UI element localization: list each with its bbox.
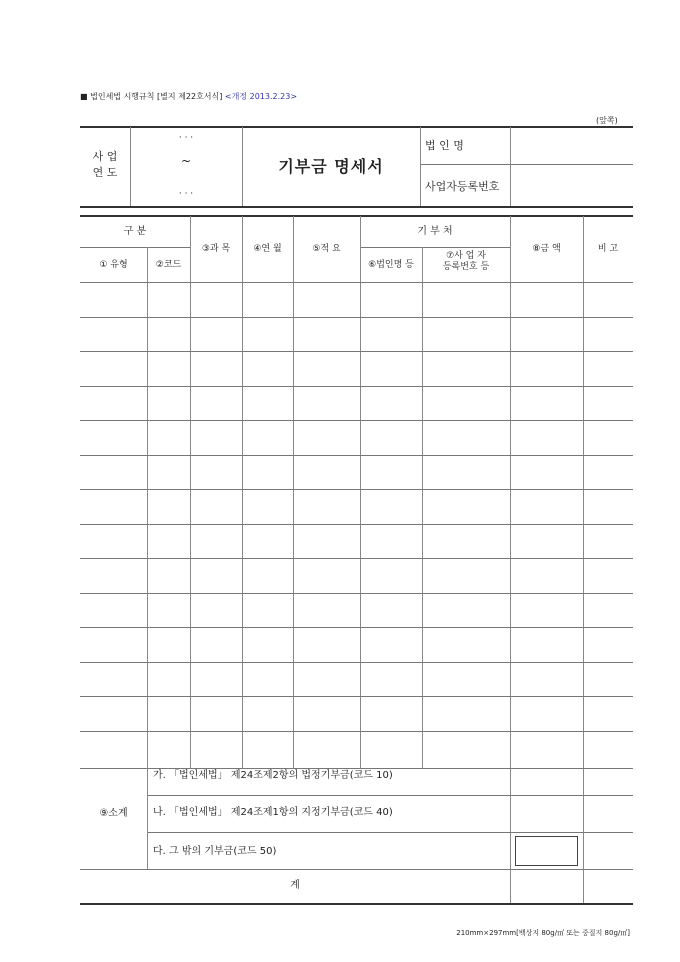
table-row-line [80,282,633,283]
table-row-line [80,662,633,663]
remarks-column-header: 비 고 [597,244,619,254]
donee-regno-column-header [422,251,510,273]
table-row-line [80,524,633,525]
table-row-line [80,420,633,421]
column-subheader-divider-left [80,247,190,248]
subtotal-label-divider [147,768,148,869]
table-row-line [80,317,633,318]
col-divider-8 [583,216,584,904]
corp-name-column-header: ⑥법인명 등 [368,260,414,270]
table-row-line [80,455,633,456]
col-divider-4 [293,216,294,768]
column-subheader-divider-right [360,247,510,248]
donee-regno-header-line2: 등록번호 등 [442,262,490,272]
form-header [80,91,297,103]
subtotal-bottom-border [80,869,633,870]
subtotal-label: ⑨소계 [99,808,128,819]
summary-column-header: ⑤적 요 [312,244,341,254]
bullet-marker: ■ [80,92,88,101]
col-divider-2 [190,216,191,768]
col-divider-1 [147,247,148,768]
col-divider-3 [242,216,243,768]
year-end-dots: · · · [178,189,194,199]
subtotal-divider-b [147,832,633,833]
business-year-label-line2: 연 도 [92,166,118,179]
code-column-header: ②코드 [155,260,182,270]
col-divider-7 [510,216,511,904]
table-row-line [80,558,633,559]
business-year-label [80,149,130,181]
regulation-reference: 법인세법 시행규칙 [별지 제22호서식] [90,92,223,101]
table-row-line [80,768,633,769]
business-year-label-line1: 사 업 [92,150,118,163]
page-side-label: (앞쪽) [596,116,618,125]
table-row-line [80,627,633,628]
subtotal-amount-c-box[interactable] [515,836,578,866]
subtotal-line-b: 나. 「법인세법」 제24조제1항의 지정기부금(코드 40) [153,807,393,818]
business-regno-label: 사업자등록번호 [425,180,500,193]
paper-spec: 210mm×297mm[백상지 80g/㎡ 또는 중질지 80g/㎡] [456,929,630,937]
header-bottom-border [80,206,633,208]
top-border [80,126,633,128]
donee-group-header: 기 부 처 [417,226,453,237]
table-row-line [80,731,633,732]
corp-name-label: 법 인 명 [425,139,464,152]
subtotal-line-c: 다. 그 밖의 기부금(코드 50) [153,846,277,857]
table-row-line [80,386,633,387]
year-start-dots: · · · [178,133,194,143]
col-divider-5 [360,216,361,768]
amount-column-header: ⑧금 액 [532,244,561,254]
year-range-tilde: ~ [180,154,192,168]
classification-group-header: 구 분 [123,226,147,237]
table-row-line [80,489,633,490]
subtotal-divider-a [147,795,633,796]
corp-info-divider [420,164,633,165]
total-label: 계 [290,880,300,891]
col-divider-6 [422,247,423,768]
table-row-line [80,696,633,697]
subtotal-line-a: 가. 「법인세법」 제24조제2항의 법정기부금(코드 10) [153,770,393,781]
corp-label-divider [510,127,511,206]
type-column-header: ① 유형 [99,260,128,270]
amendment-date: <개정 2013.2.23> [224,92,298,101]
subject-column-header: ③과 목 [201,244,231,254]
date-column-header: ④연 월 [253,244,282,254]
title-divider [420,127,421,206]
table-bottom-border [80,903,633,905]
table-row-line [80,593,633,594]
donee-regno-header-line1: ⑦사 업 자 [446,251,486,261]
form-title: 기부금 명세서 [278,157,384,176]
table-top-border [80,215,633,217]
table-row-line [80,351,633,352]
